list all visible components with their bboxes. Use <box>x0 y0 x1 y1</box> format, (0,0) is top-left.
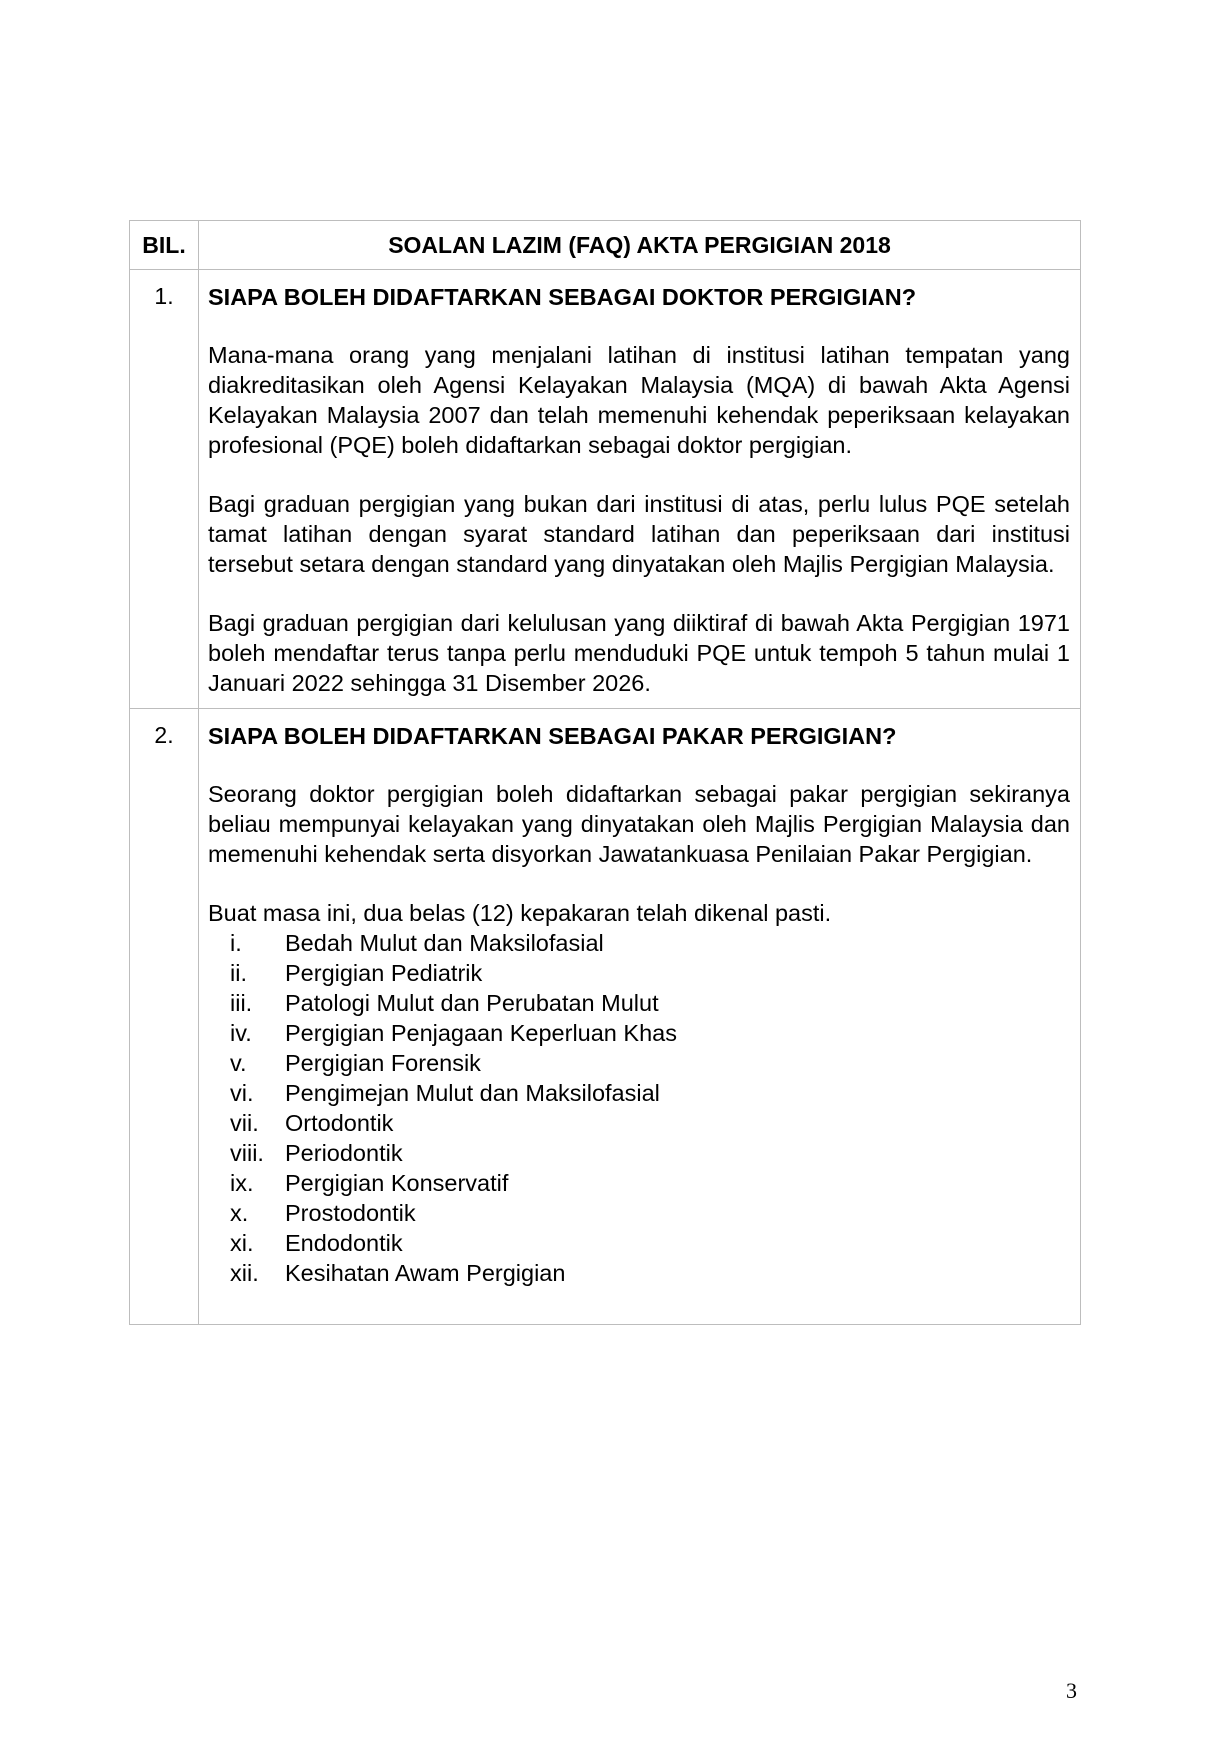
list-item-number: xi. <box>230 1230 254 1256</box>
list-item <box>208 1018 1070 1048</box>
page-number: 3 <box>1066 1678 1077 1703</box>
list-item <box>208 1168 1070 1198</box>
answer-paragraph: Buat masa ini, dua belas (12) kepakaran telah dikenal pasti. <box>208 900 832 926</box>
list-item-number: ix. <box>230 1170 254 1196</box>
list-item <box>208 1078 1070 1108</box>
list-item-text: Pergigian Pediatrik <box>285 960 483 986</box>
answer-paragraph: Bagi graduan pergigian dari kelulusan yang diiktiraf di bawah Akta Pergigian 1971 boleh mendaftar terus tanpa perlu menduduki PQE untuk tempoh 5 tahun mulai 1 Januari 2022 sehingga 31 Disember 2026. <box>208 610 1070 696</box>
answer-paragraph: Bagi graduan pergigian yang bukan dari institusi di atas, perlu lulus PQE setelah tamat latihan dengan syarat standard latihan dan peperiksaan dari institusi tersebut setara dengan standard yang dinyatakan oleh Majlis Pergigian Malaysia. <box>208 491 1070 577</box>
list-item-number: vii. <box>230 1110 259 1136</box>
answer-paragraph: Seorang doktor pergigian boleh didaftarkan sebagai pakar pergigian sekiranya beliau mempunyai kelayakan yang dinyatakan oleh Majlis Pergigian Malaysia dan memenuhi kehendak serta disyorkan Jawatankuasa Penilaian Pakar Pergigian. <box>208 781 1070 867</box>
list-item <box>208 1138 1070 1168</box>
list-item-number: ii. <box>230 960 247 986</box>
list-item-text: Patologi Mulut dan Perubatan Mulut <box>285 990 659 1016</box>
list-item <box>208 958 1070 988</box>
list-item <box>208 1198 1070 1228</box>
item-number: 1. <box>130 270 199 709</box>
item-number: 2. <box>130 709 199 1325</box>
question-title: SIAPA BOLEH DIDAFTARKAN SEBAGAI DOKTOR PERGIGIAN? <box>208 284 917 310</box>
list-item-text: Ortodontik <box>285 1110 394 1136</box>
list-item-number: xii. <box>230 1260 259 1286</box>
header-title: SOALAN LAZIM (FAQ) AKTA PERGIGIAN 2018 <box>199 221 1081 270</box>
header-bil: BIL. <box>130 221 199 270</box>
list-item-number: iv. <box>230 1020 252 1046</box>
list-item-number: x. <box>230 1200 249 1226</box>
list-item-text: Bedah Mulut dan Maksilofasial <box>285 930 604 956</box>
item-content <box>199 709 1081 1325</box>
table-row <box>130 270 1081 709</box>
list-item-text: Pergigian Konservatif <box>285 1170 509 1196</box>
faq-table <box>129 220 1081 1325</box>
table-row <box>130 709 1081 1325</box>
list-item-number: viii. <box>230 1140 264 1166</box>
list-item <box>208 1258 1070 1288</box>
list-item <box>208 988 1070 1018</box>
question-title: SIAPA BOLEH DIDAFTARKAN SEBAGAI PAKAR PERGIGIAN? <box>208 723 897 749</box>
list-item-number: v. <box>230 1050 247 1076</box>
list-item <box>208 1048 1070 1078</box>
item-content <box>199 270 1081 709</box>
list-item <box>208 928 1070 958</box>
list-item-text: Pergigian Forensik <box>285 1050 481 1076</box>
list-item-text: Pergigian Penjagaan Keperluan Khas <box>285 1020 677 1046</box>
list-item <box>208 1108 1070 1138</box>
list-item-number: i. <box>230 930 242 956</box>
list-item-text: Endodontik <box>285 1230 403 1256</box>
answer-paragraph: Mana-mana orang yang menjalani latihan di institusi latihan tempatan yang diakreditasikan oleh Agensi Kelayakan Malaysia (MQA) di bawah Akta Agensi Kelayakan Malaysia 2007 dan telah memenuhi kehendak peperiksaan kelayakan profesional (PQE) boleh didaftarkan sebagai doktor pergigian. <box>208 342 1070 458</box>
list-item-text: Pengimejan Mulut dan Maksilofasial <box>285 1080 660 1106</box>
list-item-number: vi. <box>230 1080 254 1106</box>
list-item-number: iii. <box>230 990 253 1016</box>
list-item-text: Kesihatan Awam Pergigian <box>285 1260 566 1286</box>
list-item-text: Prostodontik <box>285 1200 416 1226</box>
table-header-row <box>130 221 1081 270</box>
specialty-list <box>208 928 1070 1288</box>
list-item-text: Periodontik <box>285 1140 403 1166</box>
list-item <box>208 1228 1070 1258</box>
